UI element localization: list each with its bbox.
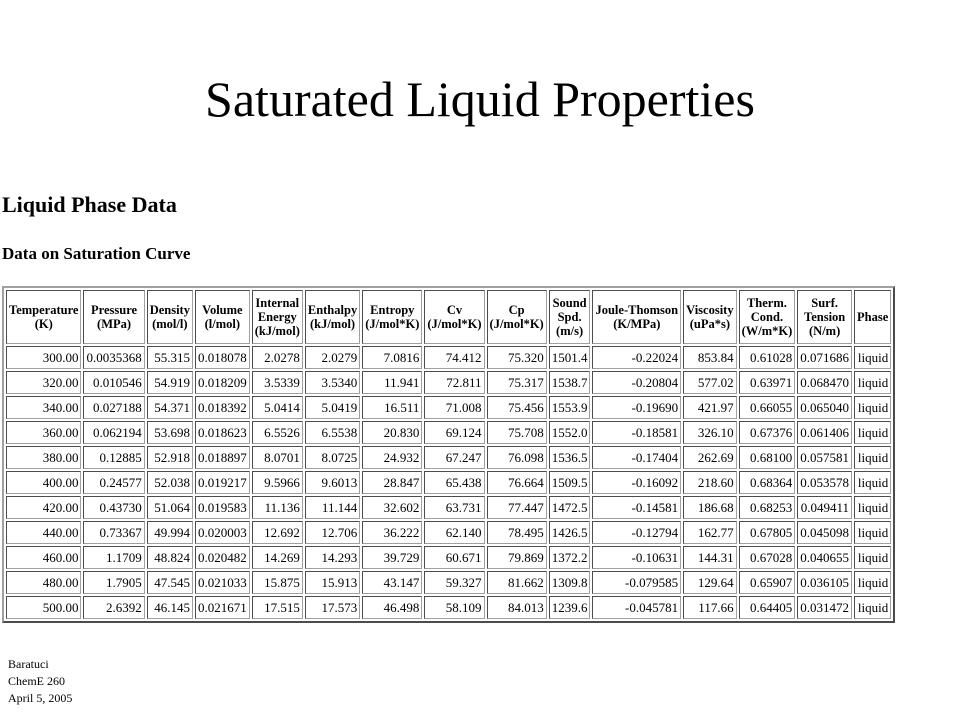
table-cell: 52.918 [147,446,193,469]
table-cell: 1372.2 [549,546,591,569]
column-header-line: Internal [255,296,300,310]
table-cell: 360.00 [6,421,81,444]
table-row [6,546,891,569]
table-row [6,571,891,594]
table-cell: 17.515 [252,596,303,619]
table-cell: 59.327 [424,571,484,594]
table-cell: 0.021671 [195,596,250,619]
table-cell: 78.495 [487,521,547,544]
table-cell: 8.0725 [305,446,360,469]
table-cell: 32.602 [362,496,422,519]
table-cell: 0.019217 [195,471,250,494]
table-cell: 0.24577 [83,471,144,494]
table-cell: 54.371 [147,396,193,419]
column-header-line: (J/mol*K) [427,317,482,331]
column-header [854,290,891,344]
table-cell: 0.018392 [195,396,250,419]
table-cell: 75.456 [487,396,547,419]
table-cell: 0.071686 [797,346,852,369]
table-cell: 400.00 [6,471,81,494]
table-cell: 0.68364 [739,471,796,494]
table-cell: -0.10631 [592,546,681,569]
table-cell: 500.00 [6,596,81,619]
table-cell: 186.68 [683,496,736,519]
table-cell: 0.020003 [195,521,250,544]
table-cell: liquid [854,571,891,594]
column-header-line: Joule-Thomson [595,303,679,317]
column-header [362,290,422,344]
table-row [6,396,891,419]
table-cell: -0.20804 [592,371,681,394]
column-header [252,290,303,344]
table-cell: 0.045098 [797,521,852,544]
table-cell: 67.247 [424,446,484,469]
column-header-line: (m/s) [556,324,584,338]
table-cell: 480.00 [6,571,81,594]
column-header-line: (kJ/mol) [254,324,300,338]
table-cell: 39.729 [362,546,422,569]
table-cell: 129.64 [683,571,736,594]
table-cell: 76.664 [487,471,547,494]
table-cell: -0.18581 [592,421,681,444]
column-header-line: Cp [508,303,525,317]
table-cell: 0.010546 [83,371,144,394]
table-cell: 0.021033 [195,571,250,594]
table-cell: 0.68253 [739,496,796,519]
table-cell: 75.317 [487,371,547,394]
table-cell: 52.038 [147,471,193,494]
column-header [195,290,250,344]
table-cell: 0.018078 [195,346,250,369]
table-cell: 0.68100 [739,446,796,469]
column-header-line: (W/m*K) [741,324,793,338]
table-cell: 1426.5 [549,521,591,544]
table-cell: 577.02 [683,371,736,394]
column-header [797,290,852,344]
table-cell: 7.0816 [362,346,422,369]
column-header [305,290,360,344]
table-cell: liquid [854,346,891,369]
table-cell: 62.140 [424,521,484,544]
table-cell: 3.5340 [305,371,360,394]
table-cell: 12.692 [252,521,303,544]
table-cell: 0.018623 [195,421,250,444]
table-cell: 17.573 [305,596,360,619]
table-cell: 320.00 [6,371,81,394]
table-cell: 0.018209 [195,371,250,394]
column-header-line: Volume [202,303,243,317]
table-cell: 0.67376 [739,421,796,444]
table-cell: 2.0278 [252,346,303,369]
column-header [147,290,193,344]
column-header-line: Spd. [557,310,582,324]
table-cell: -0.079585 [592,571,681,594]
table-cell: 420.00 [6,496,81,519]
table-cell: 28.847 [362,471,422,494]
table-cell: 8.0701 [252,446,303,469]
table-cell: 0.068470 [797,371,852,394]
table-cell: 15.875 [252,571,303,594]
table-cell: 2.6392 [83,596,144,619]
table-cell: 75.708 [487,421,547,444]
table-cell: liquid [854,521,891,544]
table-cell: 43.147 [362,571,422,594]
table-cell: 421.97 [683,396,736,419]
column-header [549,290,591,344]
table-cell: 11.941 [362,371,422,394]
table-cell: liquid [854,596,891,619]
table-cell: 2.0279 [305,346,360,369]
table-cell: 84.013 [487,596,547,619]
table-cell: 1536.5 [549,446,591,469]
table-cell: 0.027188 [83,396,144,419]
table-cell: liquid [854,546,891,569]
column-header-line: (K/MPa) [613,317,661,331]
table-row [6,446,891,469]
table-cell: 51.064 [147,496,193,519]
column-header [683,290,736,344]
table-cell: 46.498 [362,596,422,619]
table-cell: 6.5526 [252,421,303,444]
table-cell: 0.64405 [739,596,796,619]
table-cell: 1553.9 [549,396,591,419]
table-cell: 74.412 [424,346,484,369]
saturation-data-table [2,286,895,623]
table-header-row [6,290,891,344]
column-header-line: Viscosity [686,303,734,317]
table-cell: 75.320 [487,346,547,369]
table-cell: 60.671 [424,546,484,569]
table-cell: liquid [854,371,891,394]
table-cell: 1538.7 [549,371,591,394]
table-cell: 0.63971 [739,371,796,394]
table-cell: 77.447 [487,496,547,519]
table-cell: 460.00 [6,546,81,569]
table-cell: 47.545 [147,571,193,594]
table-cell: 1501.4 [549,346,591,369]
column-header-line: Cv [446,303,463,317]
column-header-line: (mol/l) [152,317,188,331]
table-cell: 162.77 [683,521,736,544]
table-cell: -0.045781 [592,596,681,619]
table-cell: 0.020482 [195,546,250,569]
table-row [6,521,891,544]
table-cell: 218.60 [683,471,736,494]
table-cell: 55.315 [147,346,193,369]
table-cell: 46.145 [147,596,193,619]
column-header [83,290,144,344]
table-row [6,471,891,494]
table-cell: 58.109 [424,596,484,619]
table-cell: 36.222 [362,521,422,544]
table-cell: 3.5339 [252,371,303,394]
table-row [6,596,891,619]
table-cell: 0.61028 [739,346,796,369]
table-cell: 9.5966 [252,471,303,494]
column-header-line: (N/m) [809,324,841,338]
table-cell: 0.019583 [195,496,250,519]
table-cell: 11.144 [305,496,360,519]
table-cell: 71.008 [424,396,484,419]
footer-author: Baratuci [8,657,49,671]
column-header-line: (l/mol) [204,317,241,331]
column-header [6,290,81,344]
table-cell: 262.69 [683,446,736,469]
table-cell: 12.706 [305,521,360,544]
table-cell: 0.061406 [797,421,852,444]
column-header-line: Temperature [9,303,79,317]
column-header-line: (uPa*s) [689,317,730,331]
table-cell: 69.124 [424,421,484,444]
column-header-line: Entropy [370,303,415,317]
column-header [487,290,547,344]
table-cell: 0.053578 [797,471,852,494]
column-header-line: Pressure [91,303,138,317]
table-cell: 14.269 [252,546,303,569]
column-header-line: Cond. [750,310,784,324]
table-row [6,371,891,394]
table-cell: 0.040655 [797,546,852,569]
section-heading: Liquid Phase Data [2,192,177,217]
column-header-line: Tension [804,310,846,324]
column-header-line: Phase [857,310,889,324]
table-cell: 380.00 [6,446,81,469]
table-cell: 24.932 [362,446,422,469]
table-cell: 0.0035368 [83,346,144,369]
table-cell: liquid [854,396,891,419]
table-cell: 14.293 [305,546,360,569]
footer-date: April 5, 2005 [8,691,73,705]
column-header-line: Density [149,303,190,317]
table-cell: 440.00 [6,521,81,544]
table-cell: 49.994 [147,521,193,544]
table-cell: 0.031472 [797,596,852,619]
table-cell: 48.824 [147,546,193,569]
table-cell: 0.65907 [739,571,796,594]
column-header-line: Therm. [746,296,787,310]
table-cell: 326.10 [683,421,736,444]
table-cell: 0.057581 [797,446,852,469]
table-cell: 0.67028 [739,546,796,569]
table-cell: liquid [854,471,891,494]
table-cell: 300.00 [6,346,81,369]
column-header-line: (J/mol*K) [365,317,420,331]
table-cell: 15.913 [305,571,360,594]
table-cell: 1239.6 [549,596,591,619]
table-cell: 11.136 [252,496,303,519]
table-cell: 0.67805 [739,521,796,544]
table-cell: -0.19690 [592,396,681,419]
table-cell: 1509.5 [549,471,591,494]
table-cell: 0.062194 [83,421,144,444]
footer-course: ChemE 260 [8,674,65,688]
table-cell: 65.438 [424,471,484,494]
table-cell: 16.511 [362,396,422,419]
table-cell: 0.018897 [195,446,250,469]
table-body [6,346,891,619]
column-header-line: Enthalpy [307,303,358,317]
table-cell: 0.66055 [739,396,796,419]
table-cell: 63.731 [424,496,484,519]
table-cell: -0.17404 [592,446,681,469]
slide-title: Saturated Liquid Properties [205,71,755,127]
table-cell: liquid [854,496,891,519]
table-cell: 1.1709 [83,546,144,569]
column-header [739,290,796,344]
column-header-line: (K) [34,317,53,331]
footer [8,656,72,707]
table-cell: 0.43730 [83,496,144,519]
table-cell: 0.065040 [797,396,852,419]
table-cell: 20.830 [362,421,422,444]
sub-heading: Data on Saturation Curve [2,244,191,263]
column-header-line: Surf. [811,296,839,310]
table-cell: 144.31 [683,546,736,569]
table-cell: 72.811 [424,371,484,394]
column-header-line: (J/mol*K) [489,317,544,331]
column-header-line: Energy [257,310,297,324]
table-row [6,346,891,369]
table-cell: 117.66 [683,596,736,619]
table-cell: 1.7905 [83,571,144,594]
table-cell: -0.14581 [592,496,681,519]
table-cell: 0.049411 [797,496,852,519]
table-cell: 1552.0 [549,421,591,444]
table-cell: 9.6013 [305,471,360,494]
column-header [592,290,681,344]
table-cell: 81.662 [487,571,547,594]
table-cell: -0.22024 [592,346,681,369]
table-row [6,421,891,444]
table-cell: liquid [854,446,891,469]
table-cell: 0.73367 [83,521,144,544]
table-cell: 6.5538 [305,421,360,444]
table-cell: -0.12794 [592,521,681,544]
column-header [424,290,484,344]
table-cell: 0.036105 [797,571,852,594]
table-cell: 1472.5 [549,496,591,519]
table-cell: 54.919 [147,371,193,394]
column-header-line: (MPa) [97,317,132,331]
table-cell: 79.869 [487,546,547,569]
table-cell: 853.84 [683,346,736,369]
table-cell: 1309.8 [549,571,591,594]
table-cell: 0.12885 [83,446,144,469]
table-cell: 5.0414 [252,396,303,419]
table-row [6,496,891,519]
column-header-line: (kJ/mol) [309,317,356,331]
table-cell: 340.00 [6,396,81,419]
column-header-line: Sound [552,296,587,310]
table-cell: 5.0419 [305,396,360,419]
table-cell: 53.698 [147,421,193,444]
table-cell: liquid [854,421,891,444]
table-cell: -0.16092 [592,471,681,494]
table-cell: 76.098 [487,446,547,469]
